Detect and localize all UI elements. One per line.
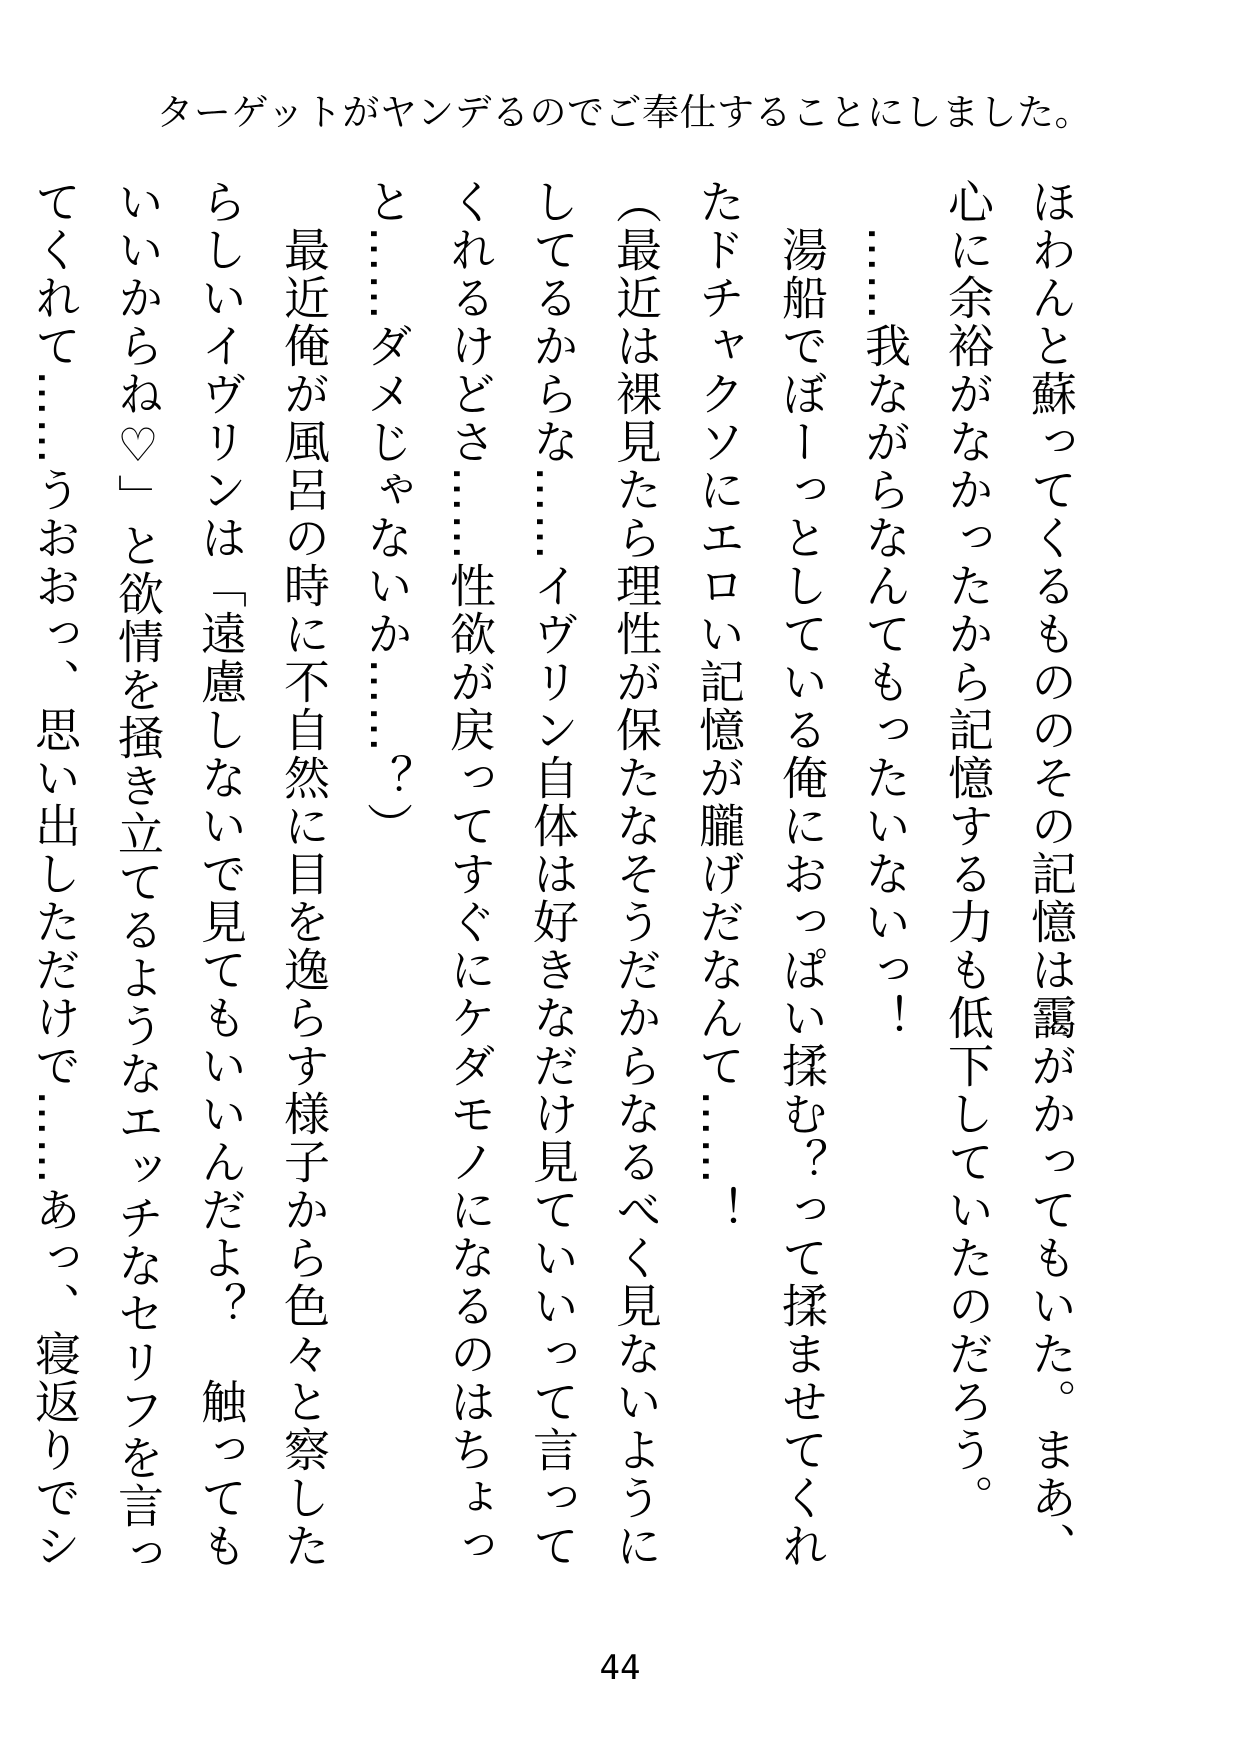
body-text	[28, 178, 1092, 1608]
running-header-title: ターゲットがヤンデるのでご奉仕することにしました。	[156, 91, 1092, 134]
paragraph: 最近俺が風呂の時に不自然に目を逸らす様子から色々と察したらしいイヴリンは「遠慮しないで見てもいいんだよ？ 触ってもいいからね♡」と欲情を掻き立てるようなエッチなセリフを言ってくれて……うおおっ、思い出しただけで……あっ、寝返りでシ	[28, 178, 331, 1578]
paragraph: ほわんと蘇ってくるもののその記憶は靄がかってもいた。まあ、心に余裕がなかったから記憶する力も低下していたのだろう。	[941, 178, 1078, 1570]
paragraph: ……我ながらなんてもったいないっ！	[858, 178, 912, 1042]
paragraph: （最近は裸見たら理性が保たなそうだからなるべく見ないようにしてるからな……イヴリン自体は好きなだけ見ていいって言ってくれるけどさ……性欲が戻ってすぐにケダモノになるのはちょっと……ダメじゃないか……？）	[360, 178, 663, 1570]
page-number: 44	[599, 1648, 641, 1688]
paragraph: 湯船でぼーっとしている俺におっぱい揉む？って揉ませてくれたドチャクソにエロい記憶が朧げだなんて……！	[692, 178, 829, 1570]
